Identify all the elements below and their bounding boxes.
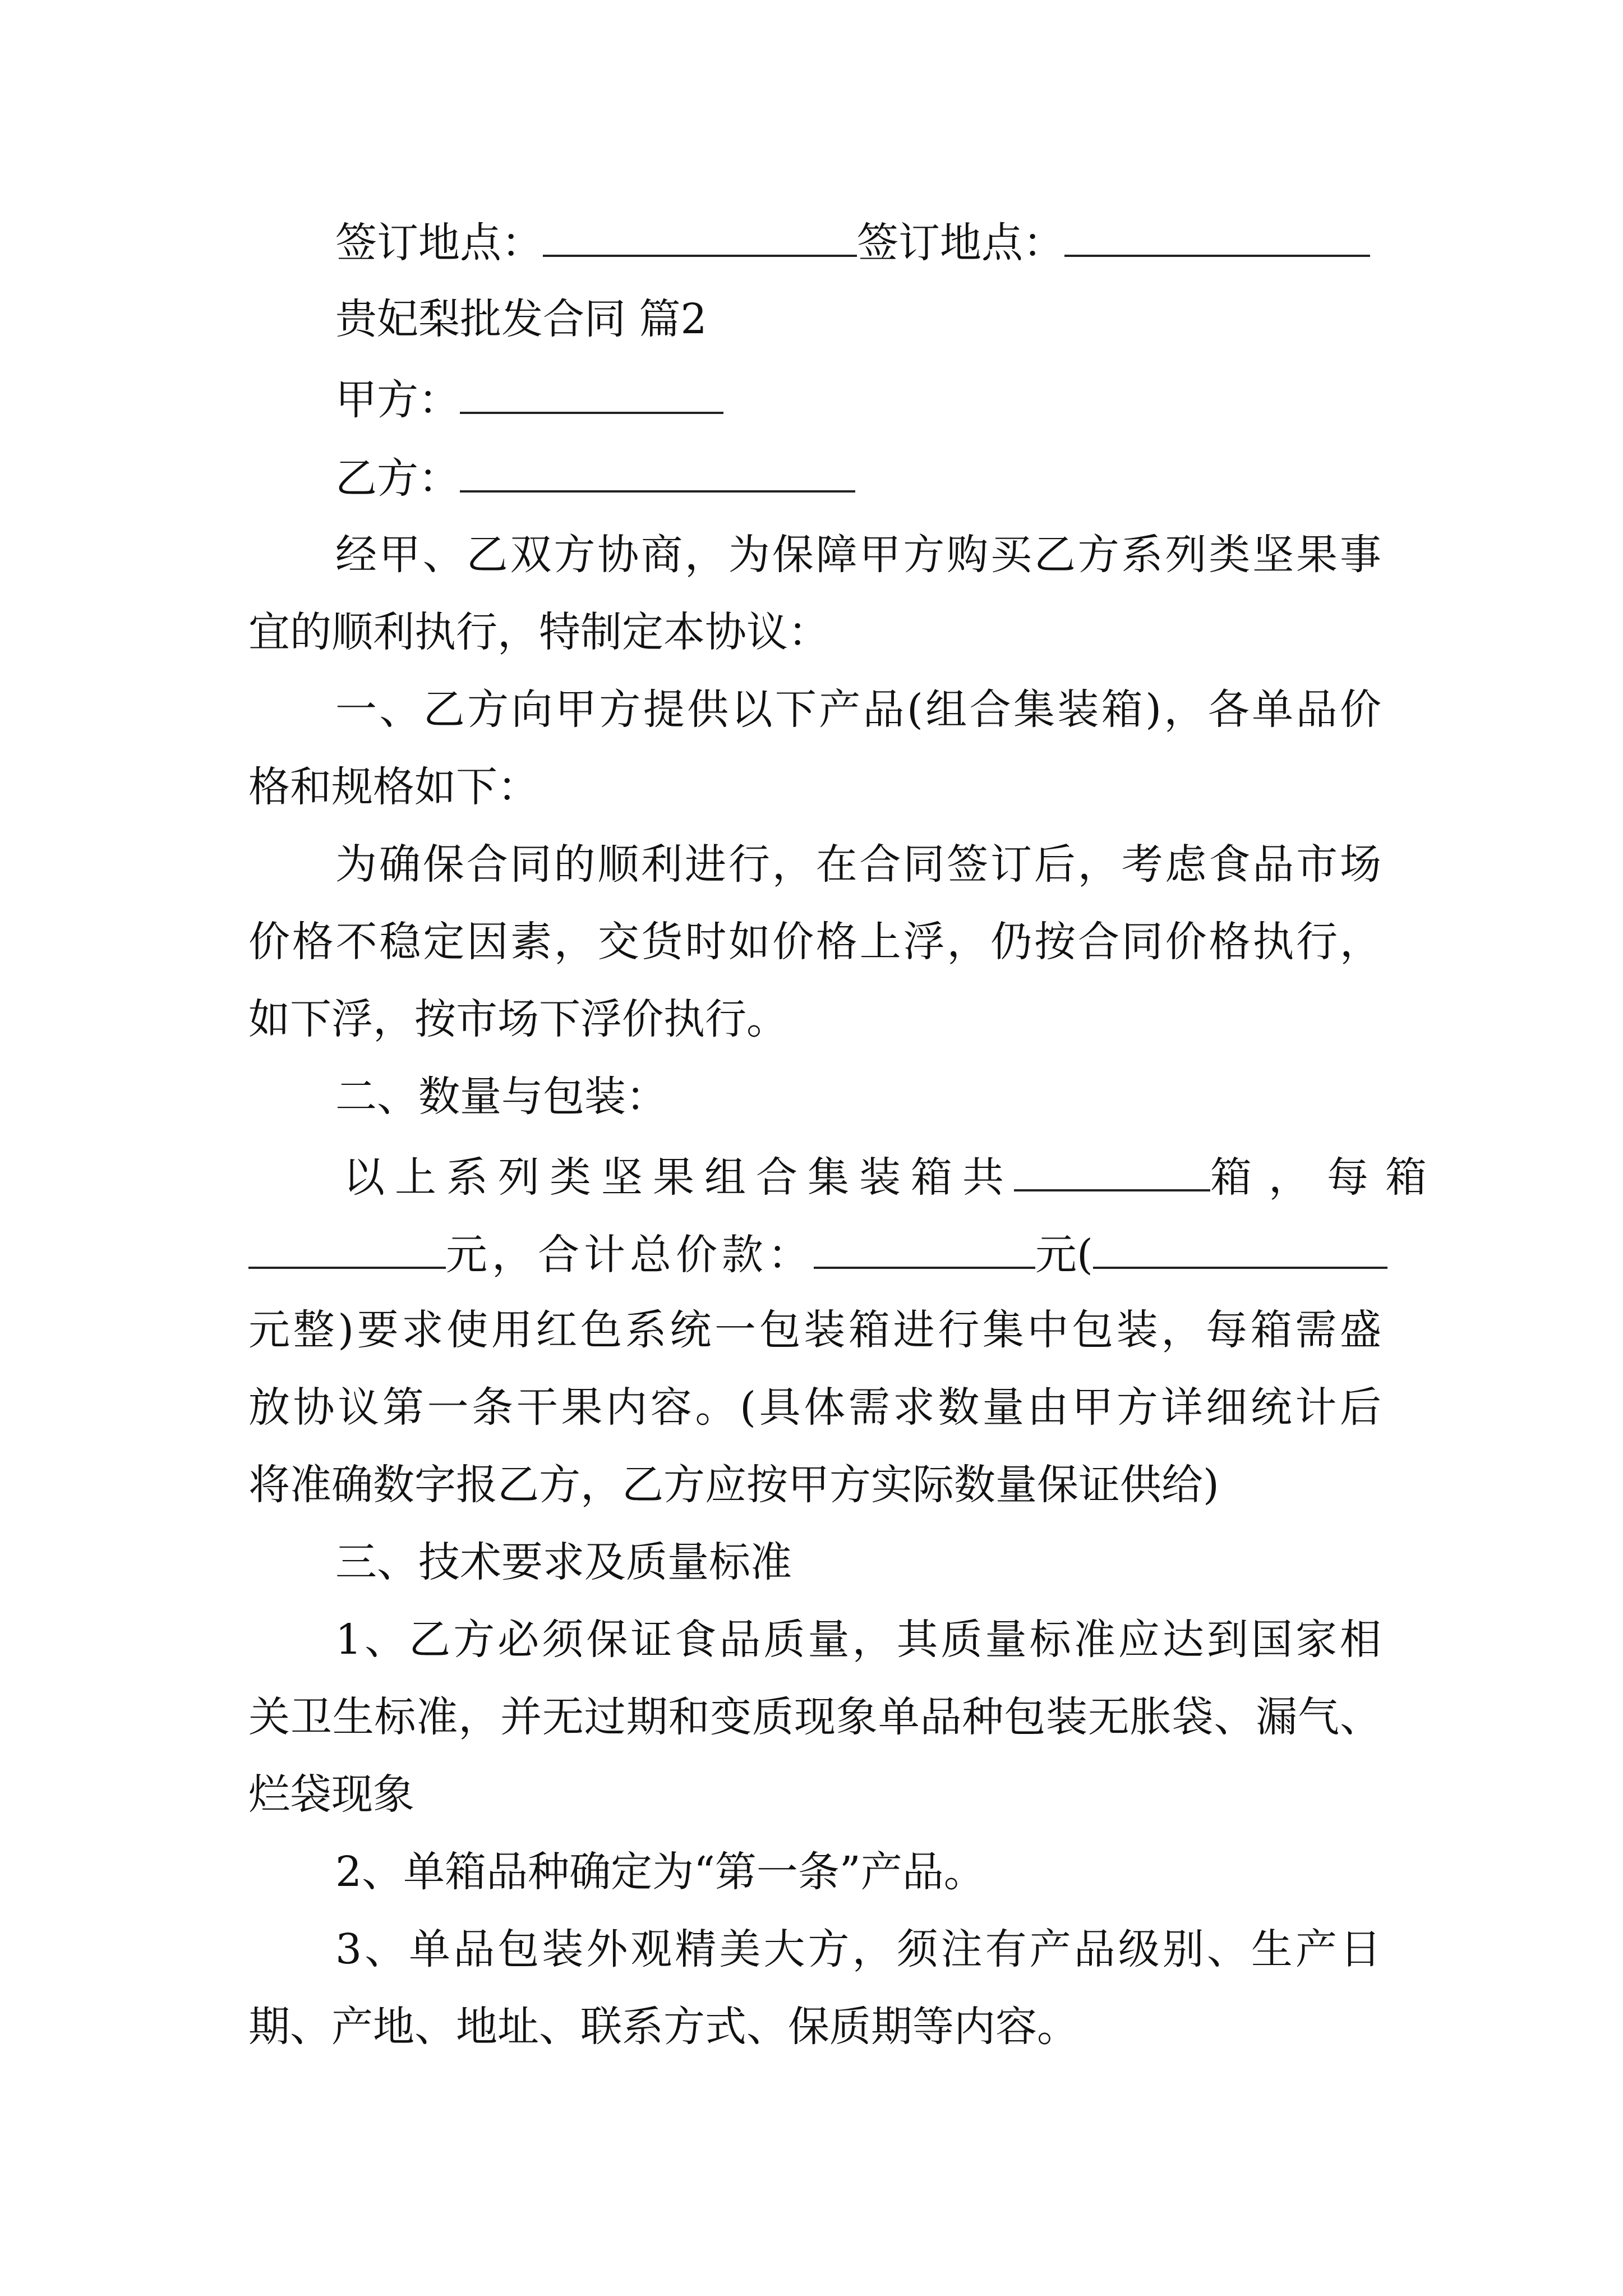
section-title: 贵妃梨批发合同 篇2 (335, 295, 707, 343)
per-box-label: 箱，每箱 (1210, 1153, 1444, 1202)
quantity-label: 以上系列类坚果组合集装箱共 (343, 1153, 1014, 1202)
signing-place-line (335, 219, 1381, 267)
section-heading: 二、数量与包装： (335, 1073, 667, 1121)
paragraph-line: 1、乙方必须保证食品质量，其质量标准应达到国家相 (335, 1616, 1381, 1664)
box-count-blank[interactable] (1014, 1154, 1210, 1191)
paragraph-line: 关卫生标准，并无过期和变质现象单品种包装无胀袋、漏气、 (248, 1693, 1381, 1741)
party-b-label: 乙方： (335, 454, 460, 503)
unit-price-blank[interactable] (248, 1232, 446, 1269)
paragraph-line: 价格不稳定因素，交货时如价格上浮，仍按合同价格执行， (248, 918, 1381, 966)
paragraph-line: 放协议第一条干果内容。(具体需求数量由甲方详细统计后 (248, 1383, 1381, 1432)
party-a-label: 甲方： (335, 376, 460, 424)
paragraph-line: 2、单箱品种确定为“第一条”产品。 (335, 1848, 985, 1896)
party-b-blank[interactable] (460, 455, 855, 493)
paragraph-line: 3、单品包装外观精美大方，须注有产品级别、生产日 (335, 1925, 1381, 1973)
signing-place-blank-a[interactable] (543, 220, 857, 257)
paragraph-line: 烂袋现象 (248, 1770, 414, 1819)
yuan-paren-label: 元( (1035, 1231, 1093, 1279)
signing-place-label-b: 签订地点： (857, 219, 1064, 267)
paragraph-line: 如下浮，按市场下浮价执行。 (248, 995, 788, 1043)
paragraph-line: 期、产地、地址、联系方式、保质期等内容。 (248, 2003, 1078, 2051)
paragraph-line: 经甲、乙双方协商，为保障甲方购买乙方系列类坚果事 (335, 531, 1381, 579)
signing-place-label-a: 签订地点： (335, 219, 543, 267)
paragraph-line: 元整)要求使用红色系统一包装箱进行集中包装，每箱需盛 (248, 1306, 1381, 1354)
paragraph-line: 格和规格如下： (248, 763, 539, 811)
total-price-blank[interactable] (814, 1232, 1035, 1269)
signing-place-blank-b[interactable] (1064, 220, 1370, 257)
party-b-line (335, 454, 1381, 503)
total-price-label: 元，合计总价款： (446, 1231, 814, 1279)
paragraph-line: 宜的顺利执行，特制定本协议： (248, 608, 829, 656)
total-price-words-blank[interactable] (1093, 1232, 1387, 1269)
quantity-line (343, 1153, 1444, 1202)
party-a-line (335, 376, 1381, 424)
paragraph-line: 为确保合同的顺利进行，在合同签订后，考虑食品市场 (335, 840, 1381, 889)
price-line (248, 1231, 1381, 1279)
paragraph-line: 将准确数字报乙方，乙方应按甲方实际数量保证供给) (248, 1461, 1219, 1509)
section-heading: 三、技术要求及质量标准 (335, 1538, 792, 1586)
paragraph-line: 一、乙方向甲方提供以下产品(组合集装箱)，各单品价 (335, 685, 1381, 734)
party-a-blank[interactable] (460, 377, 723, 414)
